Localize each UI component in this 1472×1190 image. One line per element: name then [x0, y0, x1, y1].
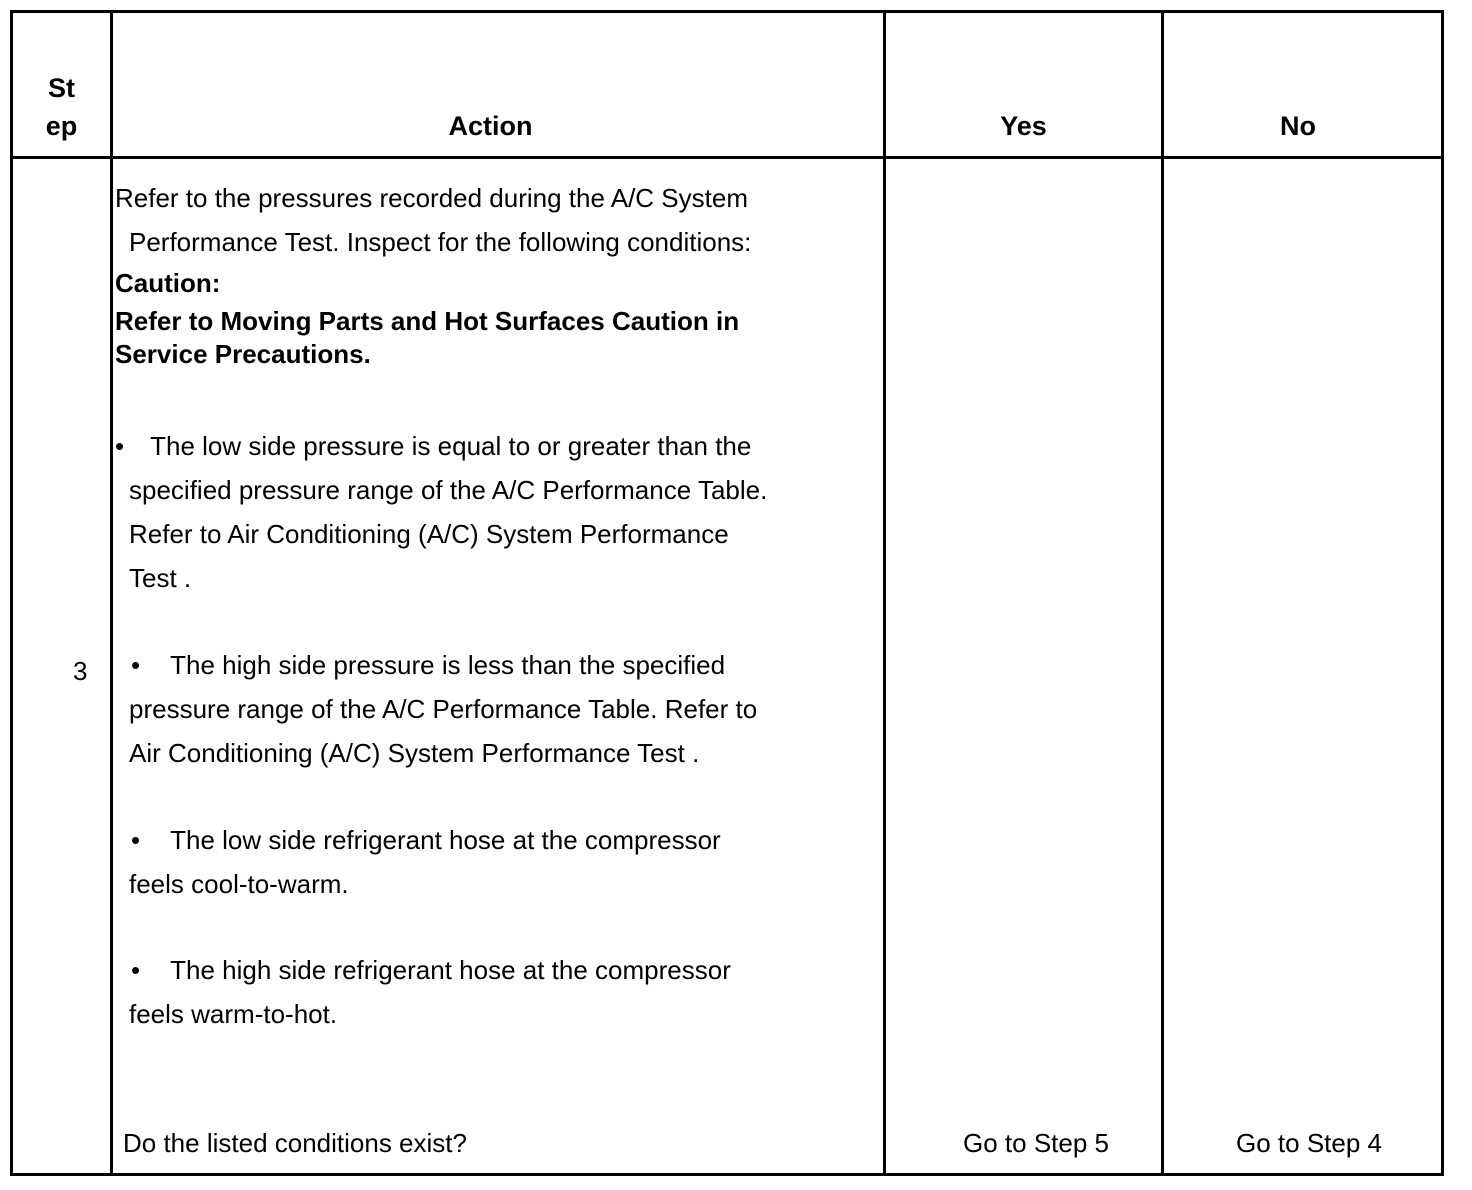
intro-line-1: Refer to the pressures recorded during the A/C System: [115, 183, 748, 213]
condition-1-line-4: Test .: [129, 563, 192, 593]
bullet-icon: •: [131, 825, 141, 855]
condition-1-line-2: specified pressure range of the A/C Performance Table.: [129, 475, 768, 505]
condition-1-line-1: [115, 424, 751, 468]
header-step: [13, 69, 110, 145]
bullet-icon: •: [131, 955, 141, 985]
bullet-icon: •: [131, 650, 141, 680]
condition-2-line-1: [131, 643, 725, 687]
header-action: Action: [448, 111, 533, 141]
condition-4-line-2: feels warm-to-hot.: [129, 999, 338, 1029]
caution-line-2: Service Precautions.: [115, 339, 371, 369]
bullet-icon: •: [115, 431, 125, 461]
condition-2-line-3: Air Conditioning (A/C) System Performance Test .: [129, 738, 700, 768]
no-result: Go to Step 4: [1236, 1128, 1382, 1158]
condition-4-line-1: [131, 948, 731, 992]
header-yes: Yes: [1000, 111, 1047, 141]
header-separator: [13, 156, 1441, 159]
yes-result: Go to Step 5: [963, 1128, 1109, 1158]
condition-2-text: The high side pressure is less than the specified: [170, 650, 726, 680]
header-no: No: [1280, 111, 1316, 141]
caution-line-1: Refer to Moving Parts and Hot Surfaces Caution in: [115, 306, 740, 336]
condition-3-line-2: feels cool-to-warm.: [129, 869, 349, 899]
intro-line-2: Performance Test. Inspect for the following conditions:: [129, 227, 752, 257]
condition-2-line-2: pressure range of the A/C Performance Table. Refer to: [129, 694, 758, 724]
diagnostic-table: [10, 10, 1444, 1176]
column-divider-action: [883, 13, 886, 1173]
header-step-line2: ep: [45, 111, 78, 141]
column-divider-yes: [1161, 13, 1164, 1173]
column-divider-step: [110, 13, 113, 1173]
condition-1-text: The low side pressure is equal to or greater than the: [150, 431, 752, 461]
condition-3-line-1: [131, 818, 721, 862]
condition-3-text: The low side refrigerant hose at the compressor: [170, 825, 721, 855]
caution-label: Caution:: [115, 268, 221, 298]
question-text: Do the listed conditions exist?: [123, 1128, 467, 1158]
condition-4-text: The high side refrigerant hose at the compressor: [170, 955, 731, 985]
step-number: 3: [73, 656, 88, 686]
condition-1-line-3: Refer to Air Conditioning (A/C) System Performance: [129, 519, 729, 549]
header-step-line1: St: [48, 73, 75, 103]
